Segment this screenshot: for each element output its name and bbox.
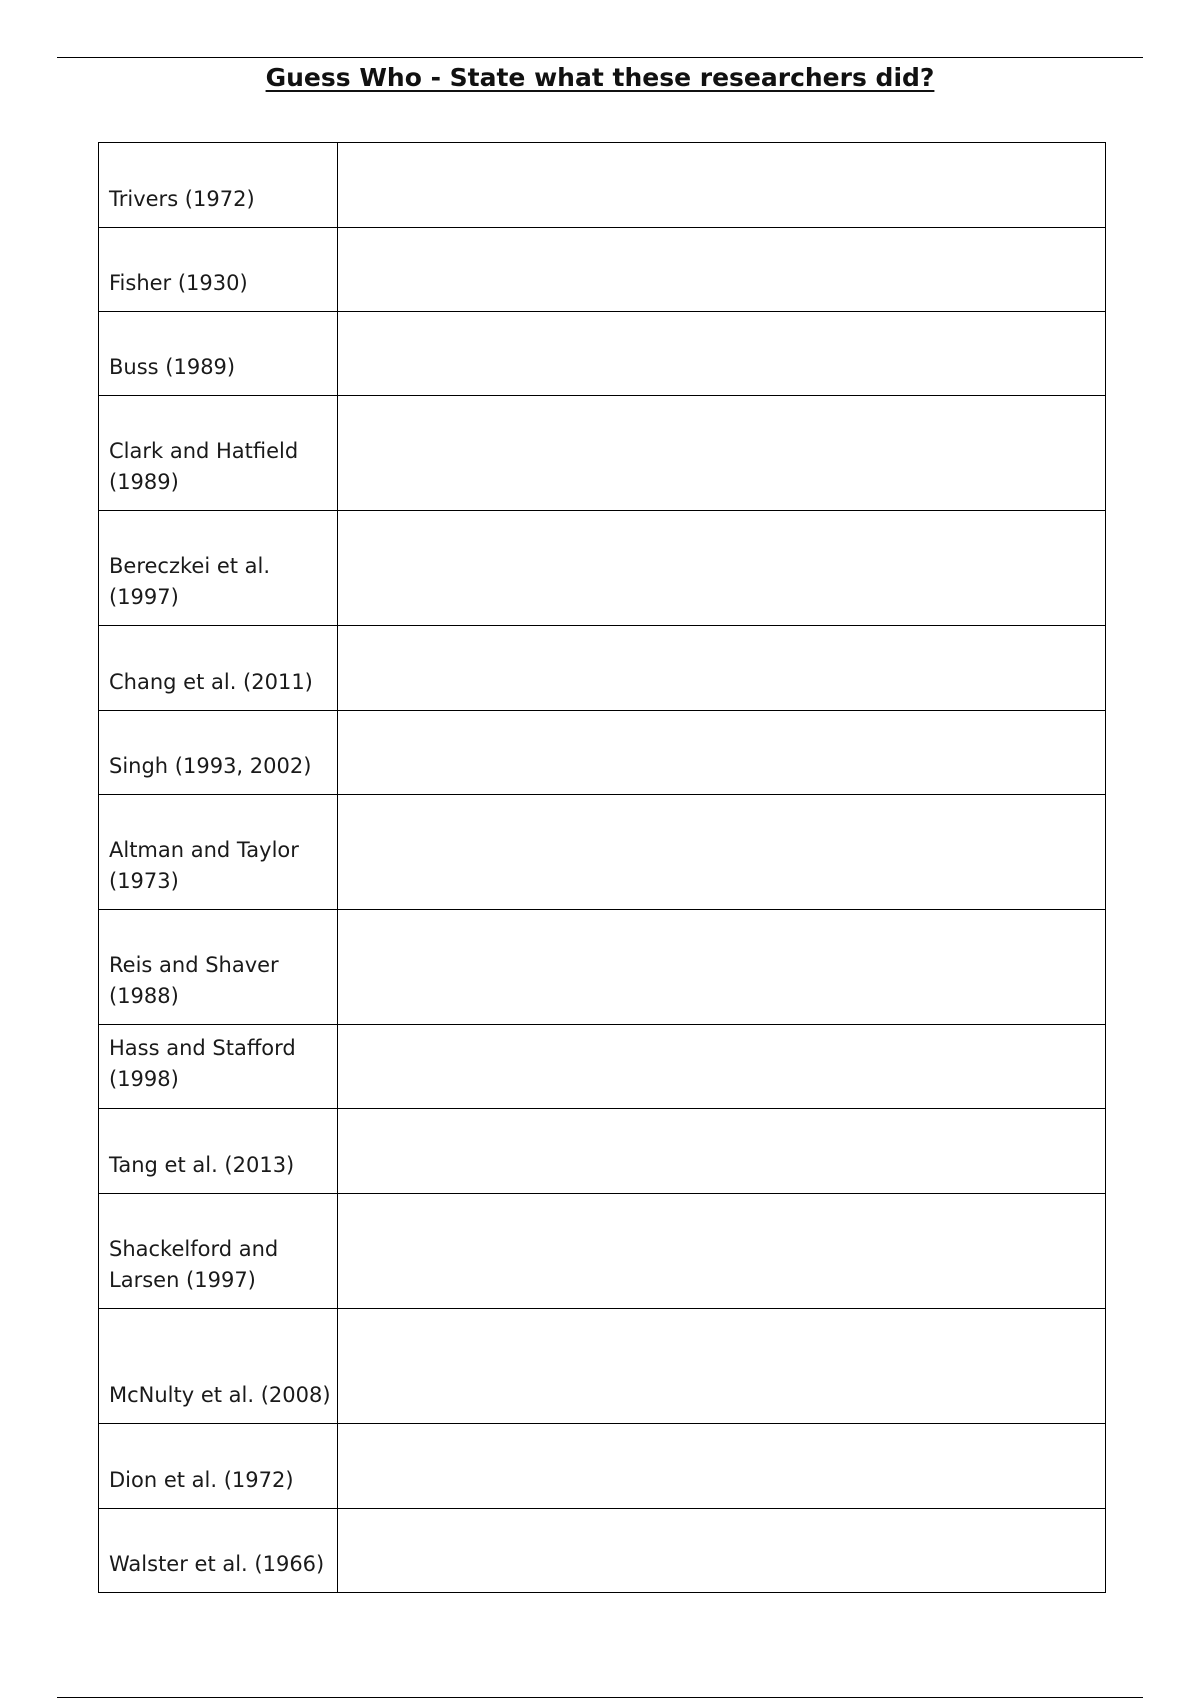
researcher-name: Walster et al. (1966): [99, 1509, 338, 1593]
researcher-name: Hass and Stafford (1998): [99, 1025, 338, 1109]
answer-cell[interactable]: [338, 1509, 1106, 1593]
table-row: [99, 626, 1106, 711]
table-row: [99, 711, 1106, 795]
answer-cell[interactable]: [338, 1309, 1106, 1424]
researcher-name: Trivers (1972): [99, 143, 338, 228]
researcher-table: [98, 142, 1106, 1593]
researcher-name: Clark and Hatfield (1989): [99, 396, 338, 511]
table-row: [99, 1025, 1106, 1109]
researcher-name: Reis and Shaver (1988): [99, 910, 338, 1025]
table-row: [99, 312, 1106, 396]
answer-cell[interactable]: [338, 312, 1106, 396]
researcher-name: Chang et al. (2011): [99, 626, 338, 711]
table-row: [99, 1509, 1106, 1593]
table-row: [99, 1109, 1106, 1194]
researcher-name: Bereczkei et al. (1997): [99, 511, 338, 626]
answer-cell[interactable]: [338, 1025, 1106, 1109]
researcher-name: McNulty et al. (2008): [99, 1309, 338, 1424]
table-row: [99, 1424, 1106, 1509]
table-row: [99, 795, 1106, 910]
researcher-name: Buss (1989): [99, 312, 338, 396]
table-row: [99, 396, 1106, 511]
bottom-rule: [57, 1697, 1143, 1698]
researcher-name: Dion et al. (1972): [99, 1424, 338, 1509]
researcher-name: Tang et al. (2013): [99, 1109, 338, 1194]
answer-cell[interactable]: [338, 228, 1106, 312]
table-row: [99, 1309, 1106, 1424]
answer-cell[interactable]: [338, 511, 1106, 626]
researcher-name: Fisher (1930): [99, 228, 338, 312]
answer-cell[interactable]: [338, 1194, 1106, 1309]
researcher-name: Singh (1993, 2002): [99, 711, 338, 795]
worksheet-title: Guess Who - State what these researchers did?: [265, 63, 935, 92]
table-row: [99, 228, 1106, 312]
answer-cell[interactable]: [338, 711, 1106, 795]
answer-cell[interactable]: [338, 1109, 1106, 1194]
answer-cell[interactable]: [338, 795, 1106, 910]
answer-cell[interactable]: [338, 396, 1106, 511]
answer-cell[interactable]: [338, 910, 1106, 1025]
table-row: [99, 143, 1106, 228]
answer-cell[interactable]: [338, 143, 1106, 228]
answer-cell[interactable]: [338, 1424, 1106, 1509]
researcher-name: Shackelford and Larsen (1997): [99, 1194, 338, 1309]
table-row: [99, 511, 1106, 626]
table-row: [99, 910, 1106, 1025]
answer-cell[interactable]: [338, 626, 1106, 711]
table-row: [99, 1194, 1106, 1309]
researcher-name: Altman and Taylor (1973): [99, 795, 338, 910]
